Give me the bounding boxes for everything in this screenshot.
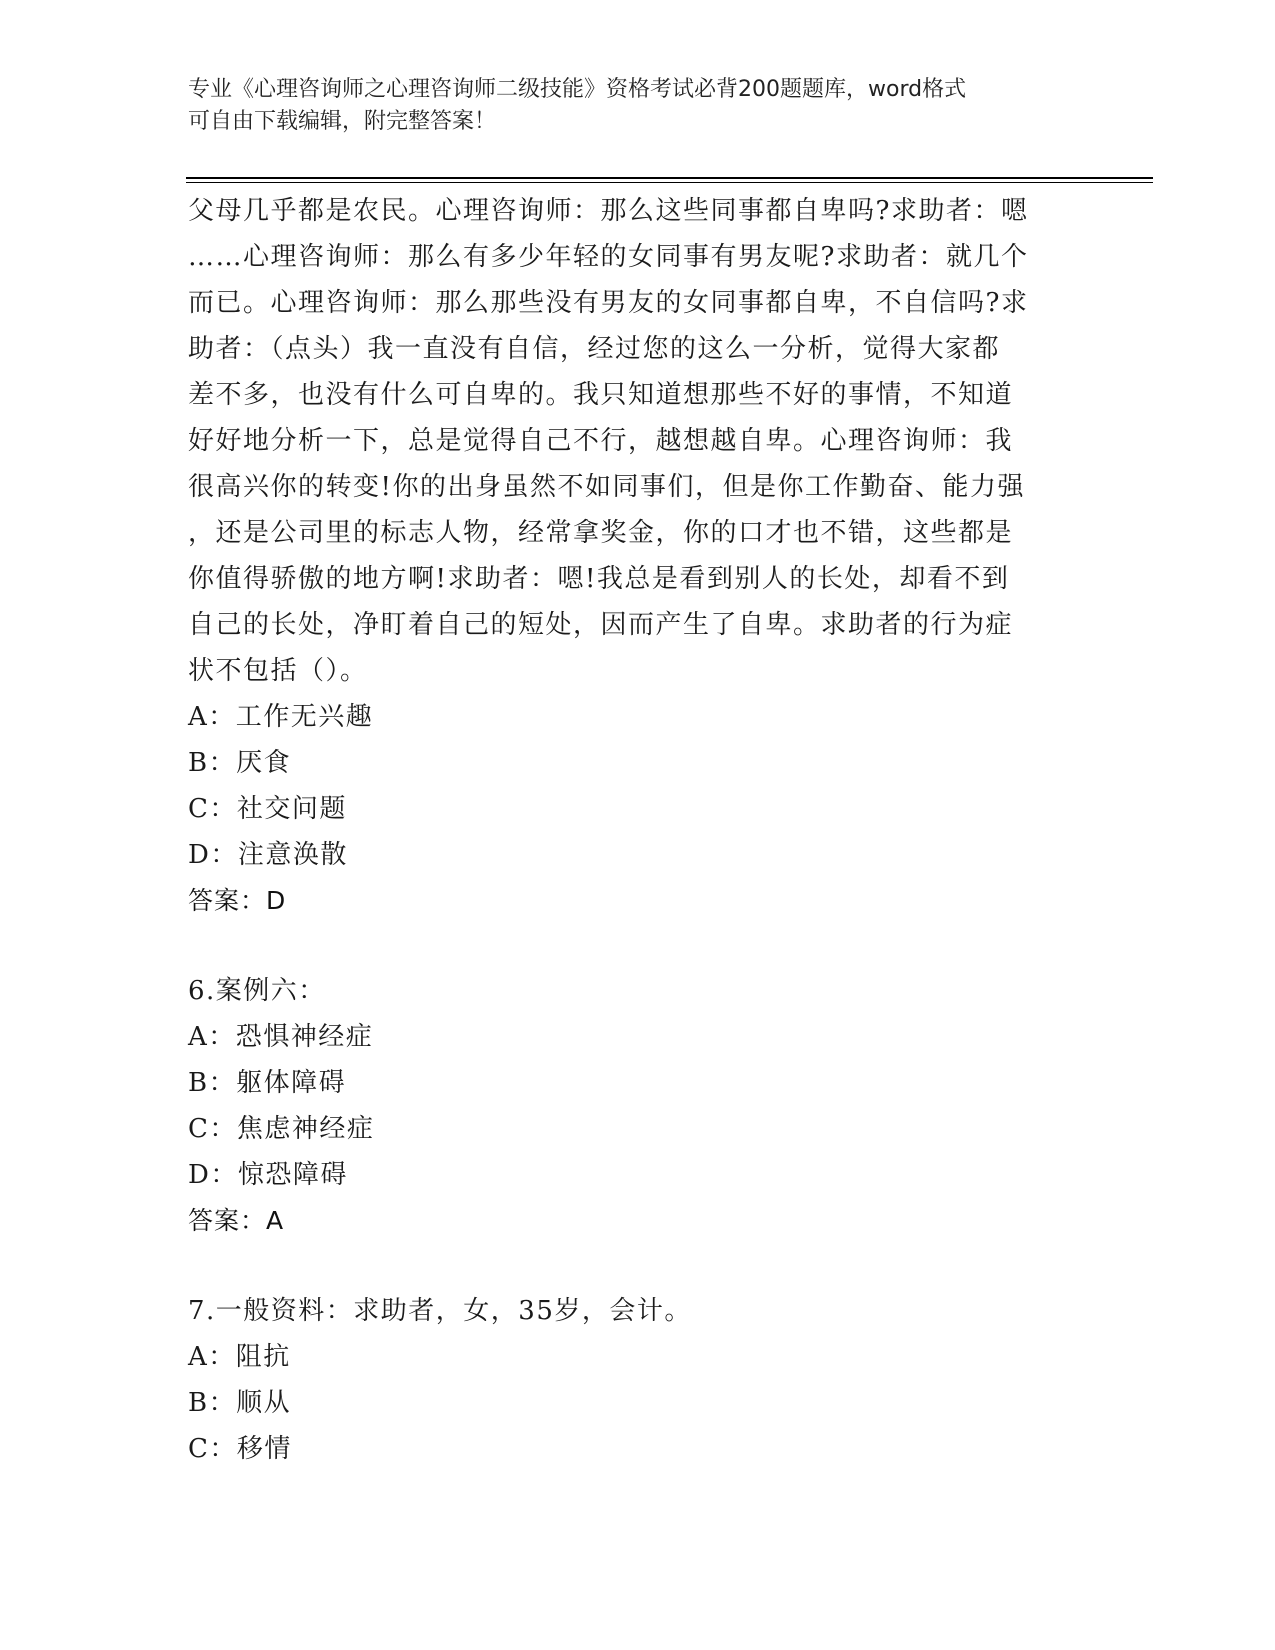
- option-d: D：注意涣散: [188, 840, 348, 870]
- option-b: B：躯体障碍: [188, 1068, 347, 1098]
- option-c: C：移情: [188, 1434, 292, 1464]
- header-rule-thin: [186, 182, 1153, 183]
- passage-line: 差不多，也没有什么可自卑的。我只知道想那些不好的事情，不知道: [188, 380, 1014, 410]
- header-line-1: 专业《心理咨询师之心理咨询师二级技能》资格考试必背200题题库，word格式: [188, 77, 967, 102]
- option-d: D：惊恐障碍: [188, 1160, 348, 1190]
- option-a: A：工作无兴趣: [188, 702, 374, 732]
- passage-line: 很高兴你的转变!你的出身虽然不如同事们，但是你工作勤奋、能力强: [188, 472, 1025, 502]
- header-rule-thick: [186, 177, 1153, 179]
- passage-line: 状不包括（）。: [188, 656, 368, 686]
- passage-line: 父母几乎都是农民。心理咨询师：那么这些同事都自卑吗?求助者：嗯: [188, 196, 1029, 226]
- passage-line: ，还是公司里的标志人物，经常拿奖金，你的口才也不错，这些都是: [188, 518, 1014, 548]
- option-b: B：顺从: [188, 1388, 292, 1418]
- passage-line: ……心理咨询师：那么有多少年轻的女同事有男友呢?求助者：就几个: [188, 242, 1029, 272]
- answer: 答案：A: [188, 1206, 285, 1235]
- question-title: 6.案例六：: [188, 976, 326, 1006]
- header-line-2: 可自由下载编辑，附完整答案！: [188, 109, 497, 134]
- option-b: B：厌食: [188, 748, 292, 778]
- answer: 答案：D: [188, 886, 287, 915]
- passage-line: 你值得骄傲的地方啊!求助者：嗯!我总是看到别人的长处，却看不到: [188, 564, 1010, 594]
- spacer: [188, 924, 1088, 968]
- question-5: [188, 188, 1088, 924]
- question-7: [188, 1288, 1088, 1472]
- option-c: C：焦虑神经症: [188, 1114, 375, 1144]
- option-c: C：社交问题: [188, 794, 347, 824]
- passage-line: 助者：（点头）我一直没有自信，经过您的这么一分析，觉得大家都: [188, 334, 1001, 364]
- spacer: [188, 1244, 1088, 1288]
- option-a: A：阻抗: [188, 1342, 291, 1372]
- option-a: A：恐惧神经症: [188, 1022, 374, 1052]
- question-6: [188, 968, 1088, 1244]
- question-title: 7.一般资料：求助者，女，35岁，会计。: [188, 1296, 692, 1326]
- document-body: [188, 188, 1088, 1472]
- passage-line: 自己的长处，净盯着自己的短处，因而产生了自卑。求助者的行为症: [188, 610, 1014, 640]
- document-header: [188, 74, 1088, 138]
- passage-line: 而已。心理咨询师：那么那些没有男友的女同事都自卑，不自信吗?求: [188, 288, 1029, 318]
- passage-line: 好好地分析一下，总是觉得自己不行，越想越自卑。心理咨询师：我: [188, 426, 1014, 456]
